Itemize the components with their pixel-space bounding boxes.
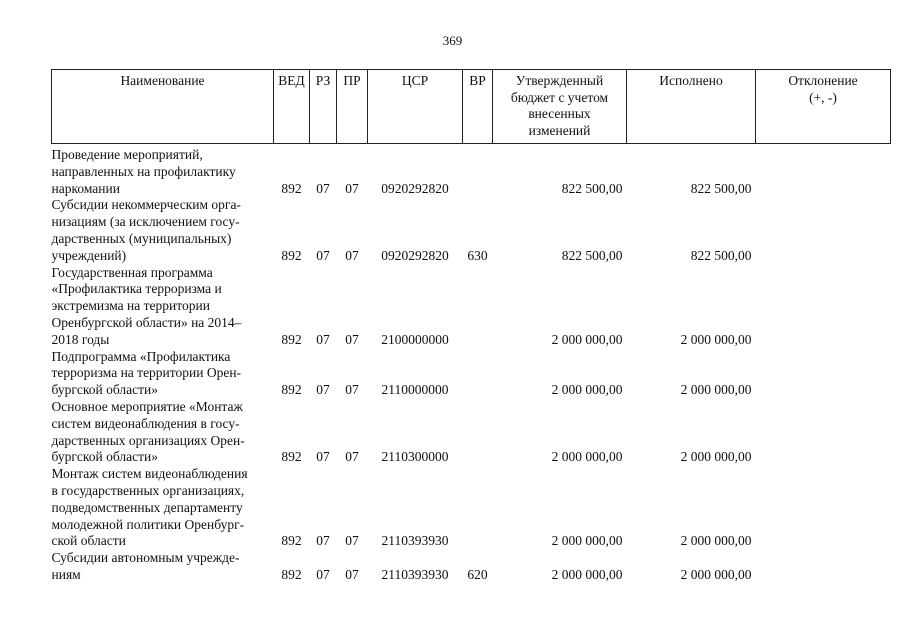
row-name-line: бургской области» [51,449,158,465]
row-rz: 07 [316,331,330,347]
row-name [52,466,274,550]
row-name-line: экстремизма на территории [51,298,210,314]
table-row [52,399,891,466]
row-rz: 07 [316,382,330,398]
row-name-line: молодежной политики Оренбург- [51,516,245,532]
header-vr: ВР [463,70,493,144]
header-rz: РЗ [310,70,337,144]
table-row [52,197,891,264]
row-csr: 2110000000 [381,382,449,398]
row-pr: 07 [345,247,359,263]
row-name-line: ской области [51,533,126,549]
row-csr: 0920292820 [381,247,449,263]
row-name-line: направленных на профилактику [51,163,236,179]
row-vr [463,399,493,466]
table-row [52,466,891,550]
row-ved: 892 [281,247,302,263]
row-name-line: Монтаж систем видеонаблюдения [51,466,248,482]
row-executed: 822 500,00 [690,180,752,196]
row-deviation [756,144,891,198]
row-name-line: Основное мероприятие «Монтаж [51,398,243,414]
row-name-line: бургской области» [51,382,158,398]
header-deviation-line: Отклонение [788,73,858,88]
row-name [52,197,274,264]
row-name-line: 2018 годы [51,331,110,347]
row-approved-budget: 2 000 000,00 [551,382,623,398]
row-vr [463,144,493,198]
row-ved: 892 [281,331,302,347]
header-approved-line: Утвержденный [515,73,604,88]
row-executed: 2 000 000,00 [680,331,752,347]
row-pr: 07 [345,180,359,196]
row-deviation [756,265,891,349]
row-approved-budget: 2 000 000,00 [551,449,623,465]
row-csr: 2110300000 [381,449,449,465]
row-approved-budget: 822 500,00 [561,180,623,196]
header-ved: ВЕД [274,70,310,144]
row-ved: 892 [281,449,302,465]
row-name-line: наркомании [51,180,120,196]
row-name [52,550,274,584]
row-vr: 630 [467,247,488,263]
row-name-line: подведомственных департаменту [51,499,243,515]
row-rz: 07 [316,533,330,549]
row-rz: 07 [316,449,330,465]
row-deviation [756,197,891,264]
row-name-line: Субсидии автономным учрежде- [51,550,240,566]
row-ved: 892 [281,533,302,549]
row-name-line: ниям [51,566,81,582]
row-pr: 07 [345,331,359,347]
header-deviation [756,70,891,144]
row-executed: 2 000 000,00 [680,533,752,549]
row-name [52,349,274,399]
header-name: Наименование [52,70,274,144]
table-row [52,144,891,198]
row-vr [463,466,493,550]
row-pr: 07 [345,382,359,398]
row-deviation [756,466,891,550]
row-vr: 620 [467,566,488,582]
row-name-line: дарственных организациях Орен- [51,432,245,448]
row-name-line: терроризма на территории Орен- [51,365,242,381]
row-name-line: систем видеонаблюдения в госу- [51,415,240,431]
row-name-line: Государственная программа [51,264,213,280]
header-row [52,70,891,144]
row-deviation [756,399,891,466]
header-csr: ЦСР [368,70,463,144]
row-approved-budget: 2 000 000,00 [551,533,623,549]
row-name-line: Оренбургской области» на 2014– [51,314,242,330]
row-vr [463,349,493,399]
header-approved-line: изменений [528,122,591,138]
row-ved: 892 [281,180,302,196]
row-executed: 2 000 000,00 [680,566,752,582]
row-name-line: в государственных организациях, [51,482,245,498]
row-ved: 892 [281,382,302,398]
table-body [52,144,891,584]
row-pr: 07 [345,449,359,465]
header-approved-budget [493,70,627,144]
row-pr: 07 [345,533,359,549]
row-name-line: Проведение мероприятий, [51,147,203,162]
row-csr: 0920292820 [381,180,449,196]
budget-execution-table [51,69,891,584]
row-csr: 2110393930 [381,566,449,582]
row-name [52,265,274,349]
table-row [52,265,891,349]
row-ved: 892 [281,566,302,582]
page-number: 369 [442,33,463,48]
row-name-line: «Профилактика терроризма и [51,281,222,297]
row-csr: 2100000000 [381,331,449,347]
row-name-line: дарственных (муниципальных) [51,230,232,246]
row-pr: 07 [345,566,359,582]
header-pr: ПР [337,70,368,144]
header-approved-line: внесенных [528,106,591,121]
row-name [52,399,274,466]
row-rz: 07 [316,566,330,582]
header-approved-line: бюджет с учетом [510,89,609,105]
row-vr [463,265,493,349]
row-approved-budget: 2 000 000,00 [551,566,623,582]
table-row [52,550,891,584]
row-name [52,144,274,198]
table-header [52,70,891,144]
row-executed: 2 000 000,00 [680,382,752,398]
row-name-line: Подпрограмма «Профилактика [51,348,231,364]
row-approved-budget: 822 500,00 [561,247,623,263]
row-name-line: Субсидии некоммерческим орга- [51,197,241,213]
row-executed: 2 000 000,00 [680,449,752,465]
row-deviation [756,550,891,584]
row-executed: 822 500,00 [690,247,752,263]
row-rz: 07 [316,247,330,263]
row-approved-budget: 2 000 000,00 [551,331,623,347]
header-deviation-line: (+, -) [809,89,837,105]
row-name-line: учреждений) [51,247,127,263]
row-csr: 2110393930 [381,533,449,549]
table-row [52,349,891,399]
row-name-line: низациям (за исключением госу- [51,214,240,230]
row-rz: 07 [316,180,330,196]
header-executed: Исполнено [627,70,756,144]
row-deviation [756,349,891,399]
